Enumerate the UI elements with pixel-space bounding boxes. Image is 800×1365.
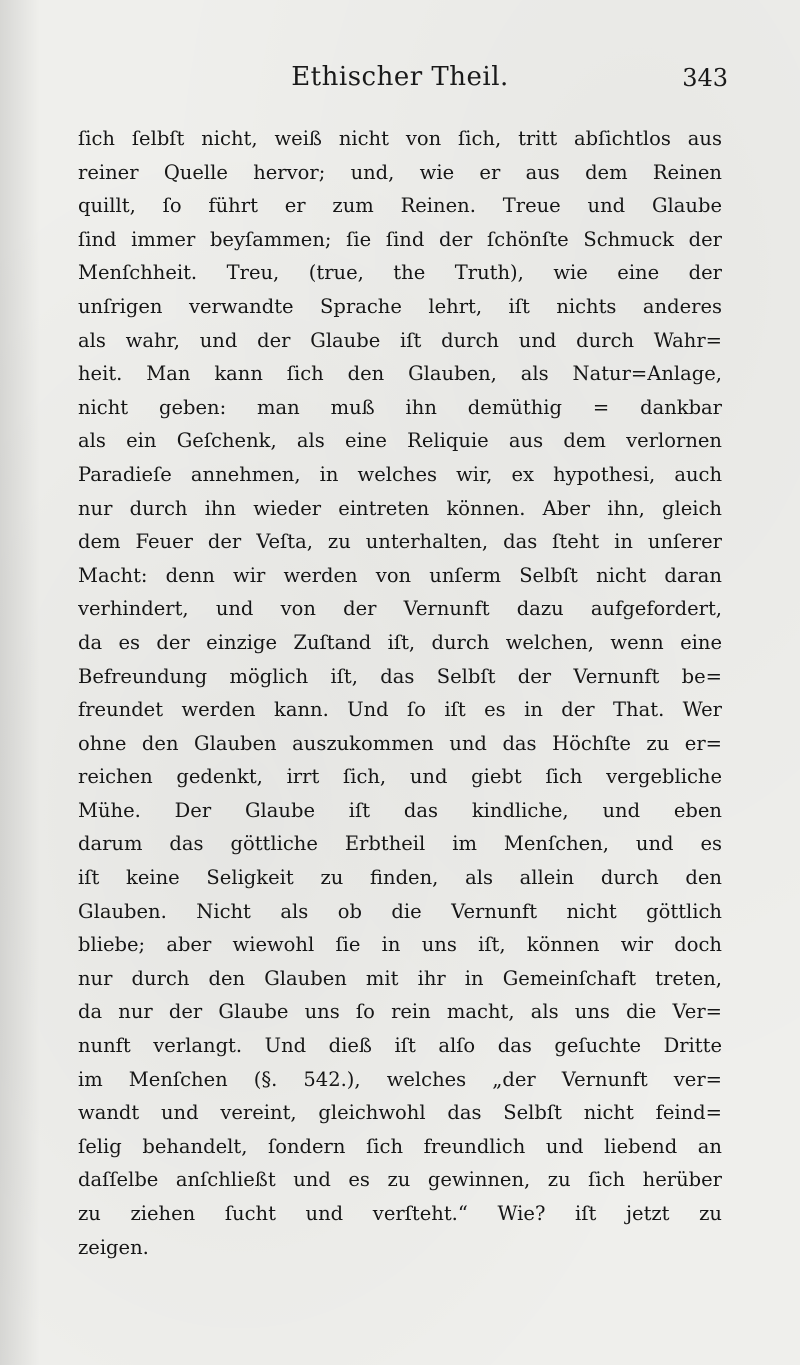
text-line: Menſchheit. Treu, (true, the Truth), wie eine der bbox=[78, 261, 722, 285]
running-head bbox=[78, 62, 728, 110]
page-number: 343 bbox=[682, 64, 728, 92]
text-line: nunft verlangt. Und dieß iſt alſo das geſuchte Dritte bbox=[78, 1034, 722, 1058]
text-line: darum das göttliche Erbtheil im Menſchen, und es bbox=[78, 832, 722, 856]
text-line: da nur der Glaube uns ſo rein macht, als uns die Ver= bbox=[78, 1000, 722, 1024]
text-line: freundet werden kann. Und ſo iſt es in der That. Wer bbox=[78, 698, 722, 722]
text-line: bliebe; aber wiewohl ſie in uns iſt, können wir doch bbox=[78, 933, 722, 957]
text-line: im Menſchen (§. 542.), welches „der Vernunft ver= bbox=[78, 1067, 722, 1091]
text-line: Mühe. Der Glaube iſt das kindliche, und eben bbox=[78, 798, 722, 822]
text-line: wandt und vereint, gleichwohl das Selbſt nicht feind= bbox=[78, 1101, 722, 1125]
running-head-title: Ethischer Theil. bbox=[291, 62, 509, 92]
text-line: nur durch den Glauben mit ihr in Gemeinſchaft treten, bbox=[78, 966, 722, 990]
text-line: da es der einzige Zuſtand iſt, durch welchen, wenn eine bbox=[78, 630, 722, 654]
text-line: ohne den Glauben auszukommen und das Höchſte zu er= bbox=[78, 731, 722, 755]
text-line: Macht: denn wir werden von unſerm Selbſt nicht daran bbox=[78, 563, 722, 587]
text-line: ſind immer beyſammen; ſie ſind der ſchönſte Schmuck der bbox=[78, 227, 722, 251]
text-line: als ein Geſchenk, als eine Reliquie aus dem verlornen bbox=[78, 429, 722, 453]
text-line: zu ziehen ſucht und verſteht.“ Wie? iſt jetzt zu bbox=[78, 1202, 722, 1225]
text-line: unſrigen verwandte Sprache lehrt, iſt nichts anderes bbox=[78, 294, 722, 318]
text-line: heit. Man kann ſich den Glauben, als Natur=Anlage, bbox=[78, 362, 722, 386]
spine-shadow bbox=[0, 0, 40, 1365]
text-line: verhindert, und von der Vernunft dazu aufgefordert, bbox=[78, 597, 722, 621]
text-line: reichen gedenkt, irrt ſich, und giebt ſich vergebliche bbox=[78, 765, 722, 789]
text-line: dem Feuer der Veſta, zu unterhalten, das ſteht in unſerer bbox=[78, 530, 722, 554]
body-text bbox=[78, 122, 722, 1264]
text-line: ſelig behandelt, ſondern ſich freundlich und liebend an bbox=[78, 1134, 722, 1158]
text-line: iſt keine Seligkeit zu finden, als allein durch den bbox=[78, 866, 722, 890]
text-line: daſſelbe anſchließt und es zu gewinnen, zu ſich herüber bbox=[78, 1168, 722, 1192]
text-line: zeigen. bbox=[78, 1235, 149, 1259]
text-line: quillt, ſo führt er zum Reinen. Treue und Glaube bbox=[78, 194, 722, 218]
text-line: ſich ſelbſt nicht, weiß nicht von ſich, tritt abſichtlos aus bbox=[78, 127, 722, 150]
text-line: nur durch ihn wieder eintreten können. Aber ihn, gleich bbox=[78, 496, 722, 520]
text-line: als wahr, und der Glaube iſt durch und durch Wahr= bbox=[78, 328, 722, 352]
text-line: Befreundung möglich iſt, das Selbſt der Vernunft be= bbox=[78, 664, 722, 688]
text-line: Glauben. Nicht als ob die Vernunft nicht göttlich bbox=[78, 899, 722, 923]
text-line: reiner Quelle hervor; und, wie er aus dem Reinen bbox=[78, 160, 722, 184]
text-line: nicht geben: man muß ihn demüthig = dankbar bbox=[78, 395, 722, 419]
text-line: Paradieſe annehmen, in welches wir, ex hypothesi, auch bbox=[78, 462, 722, 486]
